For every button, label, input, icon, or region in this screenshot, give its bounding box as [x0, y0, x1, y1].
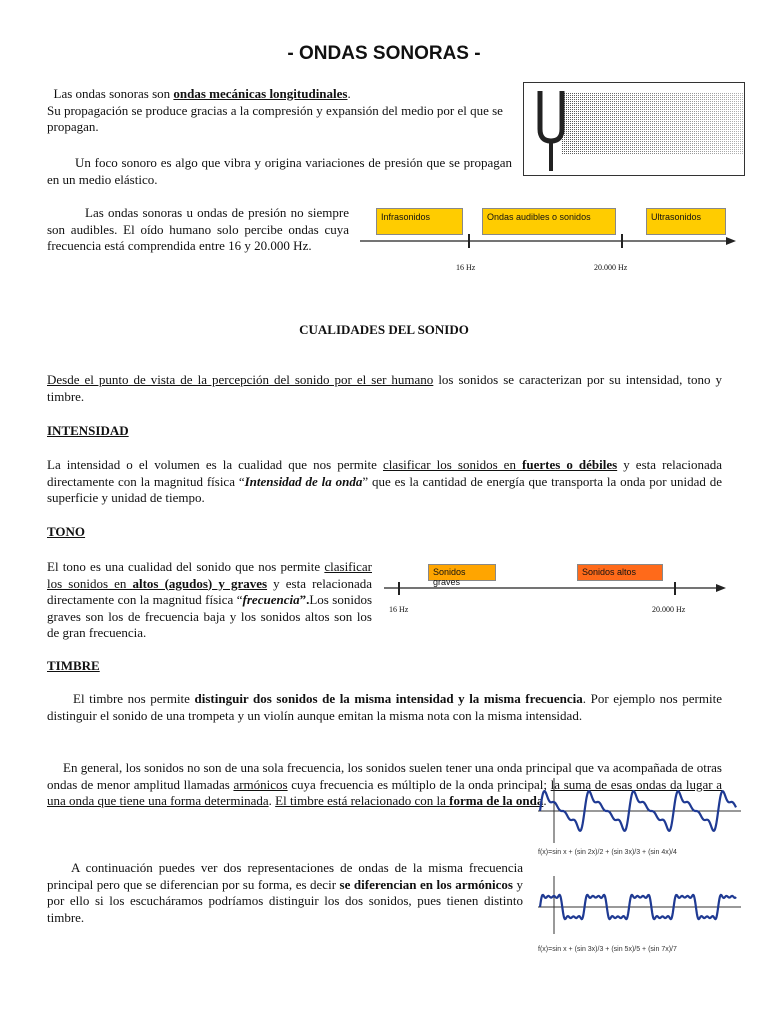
cualidades-paragraph — [47, 372, 722, 405]
infrasonidos-box: Infrasonidos — [376, 208, 463, 235]
timbre-armonicos: armónicos — [233, 776, 288, 792]
waveform-1-caption: f(x)=sin x + (sin 2x)/2 + (sin 3x)/3 + (sin 4x)/4 — [538, 849, 677, 856]
waveform-2-caption: f(x)=sin x + (sin 3x)/3 + (sin 5x)/5 + (sin 7x)/7 — [538, 946, 677, 953]
intro-paragraph-3 — [47, 205, 349, 255]
cualidades-underlined: Desde el punto de vista de la percepción del sonido por el ser humano — [47, 372, 434, 387]
spectrum-axis-arrow — [360, 235, 740, 249]
tono-axis-arrow — [384, 582, 729, 596]
tono-label-20000hz: 20.000 Hz — [652, 605, 686, 614]
tono-text: El tono es una cualidad del sonido que nos permite — [47, 559, 325, 574]
audibles-box: Ondas audibles o sonidos — [482, 208, 616, 235]
intro-highlight: ondas mecánicas longitudinales — [173, 86, 348, 101]
cualidades-heading: CUALIDADES DEL SONIDO — [299, 322, 469, 337]
intensidad-text: La intensidad o el volumen es la cualidad que nos permite — [47, 457, 383, 472]
timbre-multiple: cuya frecuencia es múltiplo de la onda principal; — [287, 776, 551, 792]
timbre-armonicos-diff: se diferencian en los armónicos — [339, 876, 513, 892]
timbre-paragraph-1 — [47, 691, 722, 724]
tono-tick-16hz — [398, 582, 400, 595]
tono-text-3: Los sonidos graves son los de frecuencia baja y los sonidos altos son los de gran frecuencia. — [47, 592, 373, 640]
tono-paragraph-a — [47, 559, 372, 642]
timbre-heading: TIMBRE — [47, 658, 100, 673]
tuning-fork-icon — [524, 83, 745, 176]
tuning-fork-illustration — [523, 82, 745, 176]
intro-text: Las ondas sonoras son — [53, 86, 174, 101]
intensidad-classify: clasificar los sonidos en — [382, 457, 523, 472]
intro-paragraph-2 — [47, 155, 512, 188]
intensidad-text-3: ” que es la cantidad de energía que transporta la onda por unidad de superficie y unidad de tiempo. — [47, 473, 722, 505]
tono-label-16hz: 16 Hz — [389, 605, 409, 614]
intro-paragraph-1 — [47, 86, 512, 136]
timbre-text: El timbre nos permite — [73, 691, 195, 706]
intro-audible-text: Las ondas sonoras u ondas de presión no siempre son audibles. El oído humano solo percibe ondas cuya frecuencia está comprendida entre 16 y 20.000 Hz. — [47, 205, 349, 253]
tono-heading: TONO — [47, 524, 86, 539]
timbre-compare: A continuación puedes ver dos representaciones de ondas de la misma frecuencia principal pero que se diferencian por su forma, es decir — [47, 860, 523, 892]
timbre-distinguish: distinguir dos sonidos de la misma intensidad y la misma frecuencia — [194, 691, 583, 706]
tono-altos: altos (agudos) y graves — [132, 575, 268, 591]
sonidos-graves-box: Sonidos graves — [428, 564, 496, 581]
timbre-forma: forma de la onda — [449, 793, 544, 808]
intro-text-end: . — [347, 86, 351, 101]
intensidad-heading: INTENSIDAD — [47, 423, 129, 438]
intensidad-magnitude: Intensidad de la onda — [244, 473, 363, 489]
tick-16hz — [468, 234, 470, 248]
intensidad-fuertes: fuertes o débiles — [522, 457, 618, 472]
page-title: - ONDAS SONORAS - — [287, 43, 481, 64]
tono-spectrum-diagram — [384, 563, 729, 623]
intensidad-text-2: y esta relacionada directamente con la magnitud física “ — [47, 457, 722, 489]
sonidos-altos-box: Sonidos altos — [577, 564, 663, 581]
cualidades-text: los sonidos se caracterizan por su intensidad, tono y timbre. — [47, 372, 723, 404]
timbre-text-2: . Por ejemplo nos permite distinguir el sonido de una trompeta y un violín aunque emitan la misma nota con la misma intensidad. — [47, 691, 722, 723]
timbre-related: El timbre está relacionado con la — [275, 793, 450, 808]
frequency-spectrum-diagram — [360, 205, 740, 275]
tono-tick-20000hz — [674, 582, 676, 595]
timbre-sep: . — [268, 793, 276, 808]
timbre-paragraph-3 — [47, 860, 523, 926]
timbre-conclusion: y por ello si los escucháramos podríamos distinguir los dos sonidos, pues tienen distinto timbre. — [47, 876, 524, 925]
timbre-end: . — [543, 793, 547, 808]
tick-20000hz — [621, 234, 623, 248]
waveform-graph-1 — [536, 778, 746, 843]
tono-text-2: y esta relacionada directamente con la magnitud física “ — [47, 575, 372, 607]
tono-quote-end: ”. — [299, 592, 310, 607]
ultrasonidos-box: Ultrasonidos — [646, 208, 726, 235]
label-16hz: 16 Hz — [456, 263, 476, 272]
tono-classify: clasificar los sonidos en — [47, 559, 372, 591]
timbre-armonicos-intro: En general, los sonidos no son de una sola frecuencia, los sonidos suelen tener una onda principal que va acompañada de otras ondas de menor amplitud llamadas — [47, 760, 722, 792]
intro-vibration-text: Un foco sonoro es algo que vibra y origina variaciones de presión que se propagan en un medio elástico. — [47, 155, 512, 187]
intro-propagation: Su propagación se produce gracias a la compresión y expansión del medio por el que se propagan. — [47, 102, 503, 134]
tono-frecuencia: frecuencia — [242, 592, 300, 607]
intensidad-paragraph — [47, 457, 722, 507]
waveform-graph-2 — [536, 876, 746, 934]
label-20000hz: 20.000 Hz — [594, 263, 628, 272]
timbre-sum: la suma de esas ondas da lugar a una onda que tiene una forma determinada — [47, 776, 722, 808]
